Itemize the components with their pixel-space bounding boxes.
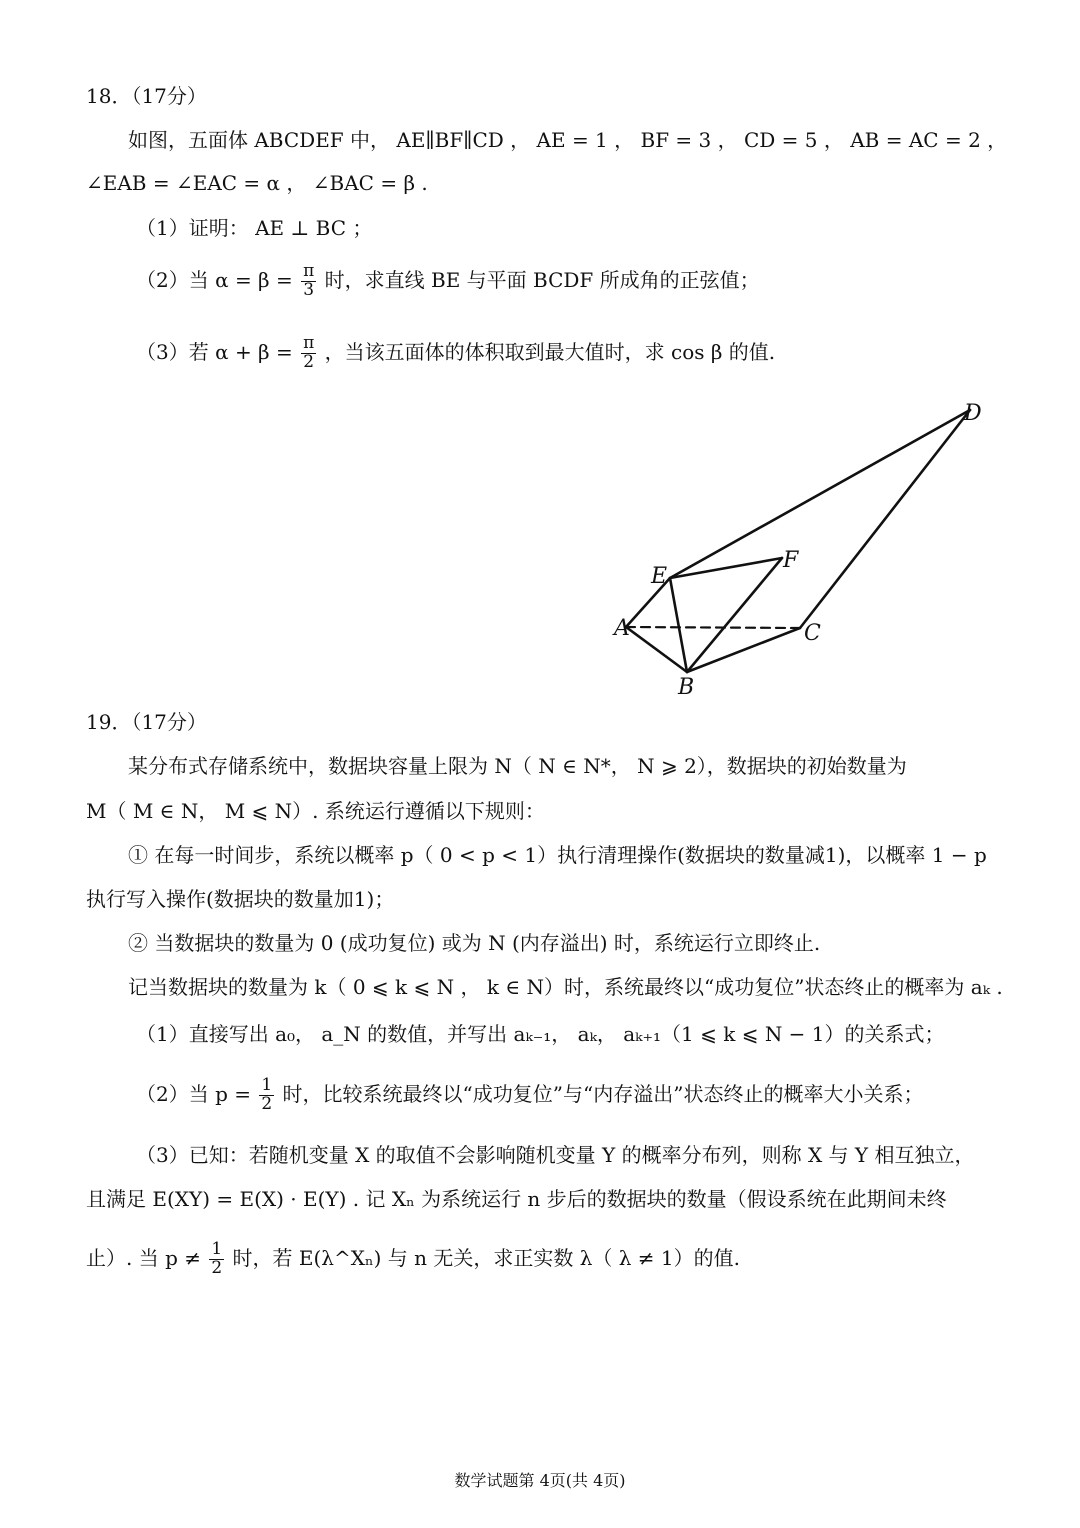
edge-AC-hidden xyxy=(626,627,800,628)
q19-part3-line1: （3）已知：若随机变量 X 的取值不会影响随机变量 Y 的概率分布列，则称 X 与 Y 相互独立， xyxy=(136,1143,975,1167)
q18-part2-post: 时，求直线 BE 与平面 BCDF 所成角的正弦值； xyxy=(324,267,760,292)
fraction-numerator: π xyxy=(303,333,315,353)
fraction-numerator: 1 xyxy=(261,1075,273,1095)
q19-part3-post: 时，若 E(λ^Xₙ) 与 n 无关，求正实数 λ（ λ ≠ 1）的值. xyxy=(232,1245,741,1270)
fraction-denominator: 3 xyxy=(303,279,315,300)
fraction-numerator: π xyxy=(303,261,315,281)
q19-part2-fraction xyxy=(259,1077,274,1114)
q18-part2 xyxy=(136,263,760,300)
edge-BE xyxy=(670,578,687,672)
q18-part3-pre: （3）若 α + β = xyxy=(136,339,293,364)
q19-header: 19．（17分） xyxy=(86,710,207,734)
q19-definition: 记当数据块的数量为 k（ 0 ⩽ k ⩽ N ， k ∈ N）时，系统最终以“成功复位”状态终止的概率为 aₖ . xyxy=(128,975,1003,999)
q19-part3-fraction xyxy=(209,1241,224,1278)
fraction-denominator: 2 xyxy=(211,1257,223,1278)
fraction-numerator: 1 xyxy=(211,1239,223,1259)
q19-part3-pre: 止）. 当 p ≠ xyxy=(86,1245,201,1270)
edge-BF xyxy=(687,558,782,672)
edge-ED xyxy=(670,410,970,578)
q19-part2-post: 时，比较系统最终以“成功复位”与“内存溢出”状态终止的概率大小关系； xyxy=(282,1081,924,1106)
q18-part1: （1）证明： AE ⊥ BC ； xyxy=(136,216,373,240)
q19-part3-line2: 且满足 E(XY) = E(X) · E(Y) . 记 Xₙ 为系统运行 n 步后的数据块的数量（假设系统在此期间未终 xyxy=(86,1187,947,1211)
q18-stem-line1: 如图，五面体 ABCDEF 中， AE∥BF∥CD ， AE = 1 ， BF = 3 ， CD = 5 ， AB = AC = 2 ， xyxy=(128,128,1008,152)
page-footer: 数学试题第 4页(共 4页) xyxy=(454,1471,626,1490)
pentahedron-figure xyxy=(600,395,1000,705)
q18-part3-fraction xyxy=(301,335,316,372)
q19-rule1-line2: 执行写入操作(数据块的数量加1)； xyxy=(86,887,395,911)
q18-stem-line2: ∠EAB = ∠EAC = α ， ∠BAC = β . xyxy=(86,171,428,195)
q18-part3 xyxy=(136,335,775,372)
q19-part2-pre: （2）当 p = xyxy=(136,1081,251,1106)
fraction-denominator: 2 xyxy=(261,1093,273,1114)
q19-rule2: ② 当数据块的数量为 0 (成功复位) 或为 N (内存溢出) 时，系统运行立即终止. xyxy=(128,931,821,955)
edge-CD xyxy=(800,410,970,628)
q19-stem-line1: 某分布式存储系统中，数据块容量上限为 N（ N ∈ N*， N ⩾ 2），数据块的初始数量为 xyxy=(128,754,907,778)
label-A: A xyxy=(614,616,630,641)
q19-rule1-line1: ① 在每一时间步，系统以概率 p（ 0 < p < 1）执行清理操作(数据块的数量减1)，以概率 1 − p xyxy=(128,843,987,867)
label-B: B xyxy=(678,675,695,700)
edge-AB xyxy=(626,627,687,672)
q18-part3-post: ，当该五面体的体积取到最大值时，求 cos β 的值. xyxy=(324,339,776,364)
label-C: C xyxy=(804,621,821,646)
fraction-denominator: 2 xyxy=(303,351,315,372)
q19-stem-line2: M（ M ∈ N， M ⩽ N）. 系统运行遵循以下规则： xyxy=(86,799,545,823)
q18-part2-pre: （2）当 α = β = xyxy=(136,267,293,292)
q19-part1: （1）直接写出 a₀， a_N 的数值，并写出 aₖ₋₁， aₖ， aₖ₊₁（1 ⩽ k ⩽ N − 1）的关系式； xyxy=(136,1022,945,1046)
label-D: D xyxy=(964,401,982,426)
q19-part2 xyxy=(136,1077,923,1114)
label-E: E xyxy=(651,564,668,589)
q19-part3-line3 xyxy=(86,1241,740,1278)
q18-part2-fraction xyxy=(301,263,316,300)
q18-header: 18．（17分） xyxy=(86,84,207,108)
label-F: F xyxy=(783,548,799,573)
